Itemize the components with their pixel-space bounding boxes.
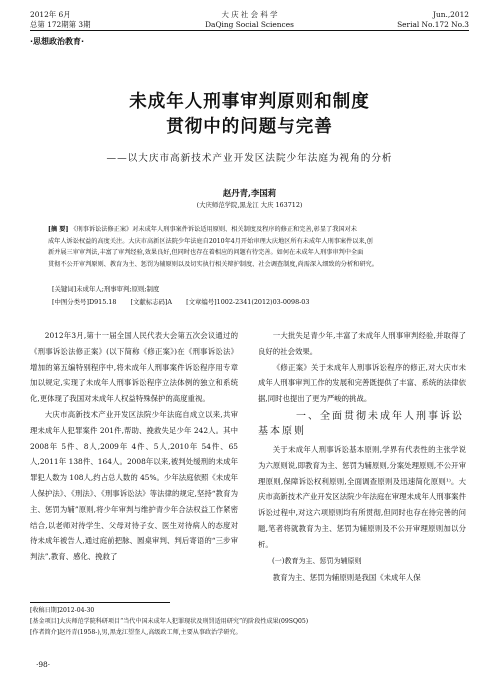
header-serial-en: Serial No.172 No.3 (397, 20, 469, 29)
body-paragraph: 教育为主、惩罚为辅原则是我国《未成年人保 (272, 573, 421, 583)
body-paragraph: 一大批失足青少年,丰富了未成年人刑事审判经验,并取得了良好的社会效果。 (258, 331, 466, 356)
abstract (48, 224, 451, 270)
abstract-label: [摘 要] (48, 226, 69, 233)
right-column (258, 328, 466, 586)
affiliation: (大庆师范学院,黑龙江 大庆 163712) (196, 201, 303, 209)
body-paragraph: 2012年3月,第十一届全国人民代表大会第五次会议通过的《刑事诉讼法修正案》(以下简称《修正案》)在《刑事诉讼法》增加的第五编特别程序中,将未成年人刑事案件诉讼程序用专章加以规定,实现了未成年人刑事诉讼程序立法体例的独立和系统化,更体现了我国对未成年人权益特殊保护的高度重视。 (30, 331, 238, 404)
classification (52, 297, 321, 306)
keywords: [关键词]未成年人;刑事审判;原则;制度 (52, 285, 160, 293)
body-paragraph: 《修正案》关于未成年人刑事诉讼程序的修正,对大庆市未成年人刑事审判工作的发展和完善既提供了丰富、系统的法律依据,同时也提出了更为严峻的挑战。 (258, 362, 466, 404)
body-paragraph: 关于未成年人刑事诉讼基本原则,学界有代表性的主张学说为六原则说,即教育为主、惩罚为辅原则,分案处理原则,不公开审理原则,保障诉讼权利原则,全面调查原则及迅速简化原则¹⁾。大庆市高新技术产业开发区法院少年法庭在审理未成年人刑事案件诉讼过程中,对这六项原则均有所贯彻,但同时也存在待完善的问题,笔者将就教育为主、惩罚为辅原则及不公开审理原则加以分析。 (258, 444, 466, 549)
left-column (30, 328, 238, 565)
header-right (397, 10, 469, 30)
abstract-line: 贯彻不公开审判原则、教育为主、惩罚为辅原则以及切实执行相关辩护制度、社会调查制度,尚需深入细致的分析和研究。 (48, 260, 378, 268)
footnote-received: [收稿日期]2012-04-30 (30, 607, 95, 614)
document-code: [文献标志码]A (130, 298, 173, 306)
subsection-heading: (一)教育为主、惩罚为辅原则 (272, 556, 362, 565)
footnotes (30, 606, 469, 638)
clc-number: [中图分类号]D915.18 (52, 298, 117, 306)
title-line-2: 贯彻中的问题与完善 (166, 117, 333, 137)
abstract-line: 成年人诉讼权益的高度关注。大庆市高新区法院少年法庭自2010年4月开始审理大庆地区所有未成年人刑事案件以来,创 (48, 237, 373, 245)
body-paragraph: 大庆市高新技术产业开发区法院少年法庭自成立以来,共审理未成年人犯罪案件 201件,帮助、挽救失足少年 242人。其中 2008年 5件、8人,2009年 4件、5人,2010年 54件、65人,2011年 138件、164人。2008年以来,被判处缓刑的未成年罪犯人数为 108人,约占总人数的 45%。少年法庭依照《未成年人保护法》、《刑法》、《刑事诉讼法》等法律的规定,坚持“教育为主、惩罚为辅”原则,将少年审判与维护青少年合法权益工作紧密结合,以老师对待学生、父母对待子女、医生对待病人的态度对待未成年被告人,通过庭前把脉、圆桌审判、判后寄语的“三步审判法”,教育、感化、挽救了 (30, 409, 238, 562)
footnote-author: [作者简介]赵丹青(1958-),男,黑龙江望奎人,高级政工师,主要从事政治学研究。 (30, 628, 242, 636)
section-heading: 一、全面贯彻未成年人刑事诉讼 基本原则 (258, 410, 464, 437)
page-number: ·98· (36, 660, 51, 669)
header-date: 2012年 6月 (30, 10, 71, 19)
authors: 赵丹青,李国莉 (222, 188, 277, 198)
header-date-en: Jun.,2012 (433, 10, 469, 19)
abstract-line: 新并展三审审判法,丰富了审判经验,效果良好,但同时也存在着相应的问题有待完善。如何在未成年人刑事审判中全面 (48, 249, 364, 257)
subtitle: ——以大庆市高新技术产业开发区法院少年法庭为视角的分析 (106, 153, 393, 164)
journal-name-cn: 大 庆 社 会 科 学 (221, 10, 278, 19)
section-label: ·思想政治教育· (30, 37, 85, 46)
abstract-line: [摘 要] 《刑事诉讼法修正案》对未成年人刑事案件诉讼适用原则、相关制度及程序的修正和完善,彰显了我国对未 (48, 226, 357, 233)
footnote-fund: [基金项目]大庆师范学院科研项目“当代中国未成年人犯罪现状及刑罚适用研究”的阶段性成果(09SQ05) (30, 617, 309, 625)
journal-name-en: DaQing Social Sciences (205, 20, 294, 29)
footnote-rule (30, 602, 170, 603)
running-header (30, 8, 469, 38)
title-line-1: 未成年人刑事审判原则和制度 (129, 92, 370, 112)
article-number: [文章编号]1002-2341(2012)03-0098-03 (186, 298, 310, 306)
header-rule (30, 30, 469, 31)
header-issue: 总第 172期第 3期 (30, 20, 91, 29)
